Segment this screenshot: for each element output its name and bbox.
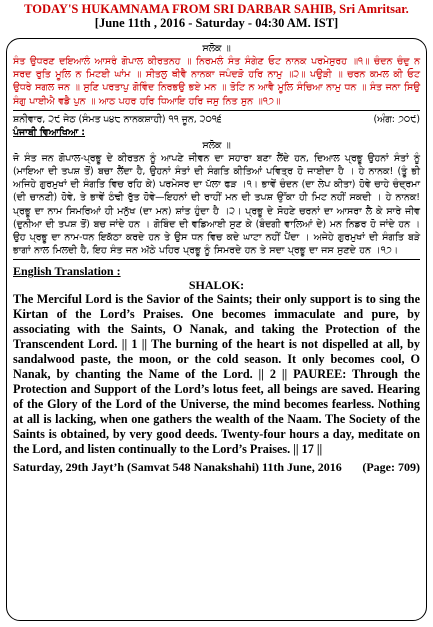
punjabi-explanation: ਜੋ ਸੰਤ ਜਨ ਗੋਪਾਲ-ਪ੍ਰਭੂ ਦੇ ਕੀਰਤਨ ਨੂੰ ਆਪਣੇ ਜੀਵਨ ਦਾ ਸਹਾਰਾ ਬਣਾ ਲੈਂਦੇ ਹਨ, ਦਿਆਲ ਪ੍ਰਭੂ ਉਹਨਾਂ ਸੰਤਾਂ ਨੂੰ (ਮਾਇਆ ਦੀ ਤਪਸ਼ ਤੋਂ) ਬਚਾ ਲੈਂਦਾ ਹੈ, ਉਹਨਾਂ ਸੰਤਾਂ ਦੀ ਸੰਗਤਿ ਕੀਤਿਆਂ ਪਵਿਤ੍ਰ ਹੋ ਜਾਈਦਾ ਹੈ । ਹੇ ਨਾਨਕ! (ਤੂੰ ਭੀ ਅਜਿਹੇ ਗੁਰਮੁਖਾਂ ਦੀ ਸੰਗਤਿ ਵਿਚ ਰਹਿ ਕੇ) ਪਰਮੇਸਰ ਦਾ ਪੱਲਾ ਫੜ ।੧। ਭਾਵੇਂ ਚੰਦਨ (ਦਾ ਲੇਪ ਕੀਤਾ) ਹੋਵੇ ਚਾਹੇ ਚੰਦ੍ਰਮਾ (ਦੀ ਚਾਨਣੀ) ਹੋਵੇ, ਤੇ ਭਾਵੇਂ ਠੰਢੀ ਰੁੱਤ ਹੋਵੇ—ਇਹਨਾਂ ਦੀ ਰਾਹੀਂ ਮਨ ਦੀ ਤਪਸ਼ ਉੱਕਾ ਹੀ ਮਿਟ ਨਹੀਂ ਸਕਦੀ । ਹੇ ਨਾਨਕ! ਪ੍ਰਭੂ ਦਾ ਨਾਮ ਸਿਮਰਿਆਂ ਹੀ ਮਨੁੱਖ (ਦਾ ਮਨ) ਸ਼ਾਂਤ ਹੁੰਦਾ ਹੈ ।੨। ਪ੍ਰਭੂ ਦੇ ਸੋਹਣੇ ਚਰਨਾਂ ਦਾ ਆਸਰਾ ਲੈ ਕੇ ਸਾਰੇ ਜੀਵ (ਦੁਨੀਆ ਦੀ ਤਪਸ਼ ਤੋਂ) ਬਚ ਜਾਂਦੇ ਹਨ । ਗੋਬਿੰਦ ਦੀ ਵਡਿਆਈ ਸੁਣ ਕੇ (ਬੰਦਗੀ ਵਾਲਿਆਂ ਦੇ) ਮਨ ਨਿਡਰ ਹੋ ਜਾਂਦੇ ਹਨ । ਉਹ ਪ੍ਰਭੂ ਦਾ ਨਾਮ-ਧਨ ਇਕੱਠਾ ਕਰਦੇ ਹਨ ਤੇ ਉਸ ਧਨ ਵਿਚ ਕਦੇ ਘਾਟਾ ਨਹੀਂ ਪੈਂਦਾ । ਅਜੇਹੇ ਗੁਰਮੁਖਾਂ ਦੀ ਸੰਗਤਿ ਬੜੇ ਭਾਗਾਂ ਨਾਲ ਮਿਲਦੀ ਹੈ, ਇਹ ਸੰਤ ਜਨ ਅੱਠੇ ਪਹਿਰ ਪ੍ਰਭੂ ਨੂੰ ਸਿਮਰਦੇ ਹਨ ਤੇ ਸਦਾ ਪ੍ਰਭੂ ਦਾ ਜਸ ਸੁਣਦੇ ਹਨ ।੧੭। [13, 152, 420, 257]
header [0, 0, 433, 40]
divider [13, 110, 420, 111]
hukamnama-card [6, 38, 427, 621]
page-title: TODAY'S HUKAMNAMA FROM SRI DARBAR SAHIB, Sri Amritsar. [24, 2, 409, 16]
english-shalok-label: SHALOK: [188, 278, 245, 293]
header-date: [June 11th , 2016 - Saturday - 04:30 AM. IST] [94, 16, 339, 30]
english-date: Saturday, 29th Jayt’h (Samvat 548 Nanakshahi) 11th June, 2016 [13, 460, 342, 475]
ang-number: (ਅੰਗ: ੭੦੯) [373, 113, 420, 125]
english-translation: The Merciful Lord is the Savior of the Saints; their only support is to sing the Kirtan of the Lord’s Praises. One becomes immaculate and pure, by associating with the Saints, O Nanak, and taking the Protection of the Transcendent Lord. || 1 || The burning of the heart is not dispelled at all, by sandalwood paste, the moon, or the cold season. It only becomes cool, O Nanak, by chanting the Name of the Lord. || 2 || PAUREE: Through the Protection and Support of the Lord’s lotus feet, all beings are saved. Hearing of the Glory of the Lord of the Universe, the mind becomes fearless. Nothing at all is lacking, when one gathers the wealth of the Naam. The Society of the Saints is obtained, by very good deeds. Twenty-four hours a day, meditate on the Lord, and listen continually to the Lord’s Praises. || 17 || [13, 292, 420, 457]
english-footer [13, 460, 420, 475]
explanation-label: ਸਲੋਕ ॥ [202, 139, 231, 151]
divider [13, 259, 420, 260]
gurbani-label: ਸਲੋਕ ॥ [202, 43, 231, 54]
page-number: (Page: 709) [362, 460, 420, 475]
punjabi-heading: ਪੰਜਾਬੀ ਵਿਆਖਿਆ : [13, 126, 86, 138]
gurbani-text: ਸੰਤ ਉਧਰਣ ਦਇਆਲੰ ਆਸਰੰ ਗੋਪਾਲ ਕੀਰਤਨਹ ॥ ਨਿਰਮਲੰ ਸੰਤ ਸੰਗੇਣ ਓਟ ਨਾਨਕ ਪਰਮੇਸੁਰਹ ॥੧॥ ਚੰਦਨ ਚੰਦੁ ਨ ਸਰਦ ਰੁਤਿ ਮੂਲਿ ਨ ਮਿਟਈ ਘਾਂਮ ॥ ਸੀਤਲੁ ਥੀਵੈ ਨਾਨਕਾ ਜਪੰਦੜੋ ਹਰਿ ਨਾਮੁ ॥੨॥ ਪਉੜੀ ॥ ਚਰਨ ਕਮਲ ਕੀ ਓਟ ਉਧਰੇ ਸਗਲ ਜਨ ॥ ਸੁਣਿ ਪਰਤਾਪੁ ਗੋਵਿੰਦ ਨਿਰਭਉ ਭਏ ਮਨ ॥ ਤੋਟਿ ਨ ਆਵੈ ਮੂਲਿ ਸੰਚਿਆ ਨਾਮੁ ਧਨ ॥ ਸੰਤ ਜਨਾ ਸਿਉ ਸੰਗੁ ਪਾਈਐ ਵਡੈ ਪੁਨ ॥ ਆਠ ਪਹਰ ਹਰਿ ਧਿਆਇ ਹਰਿ ਜਸੁ ਨਿਤ ਸੁਨ ॥੧੭॥ [13, 56, 420, 107]
english-heading: English Translation : [13, 264, 121, 279]
punjabi-date: ਸ਼ਨੀਵਾਰ, ੨੯ ਜੇਠ (ਸੰਮਤ ੫੪੮ ਨਾਨਕਸ਼ਾਹੀ) ੧੧ ਜੂਨ, ੨੦੧੬ [13, 113, 222, 125]
punjabi-date-line [13, 113, 420, 126]
